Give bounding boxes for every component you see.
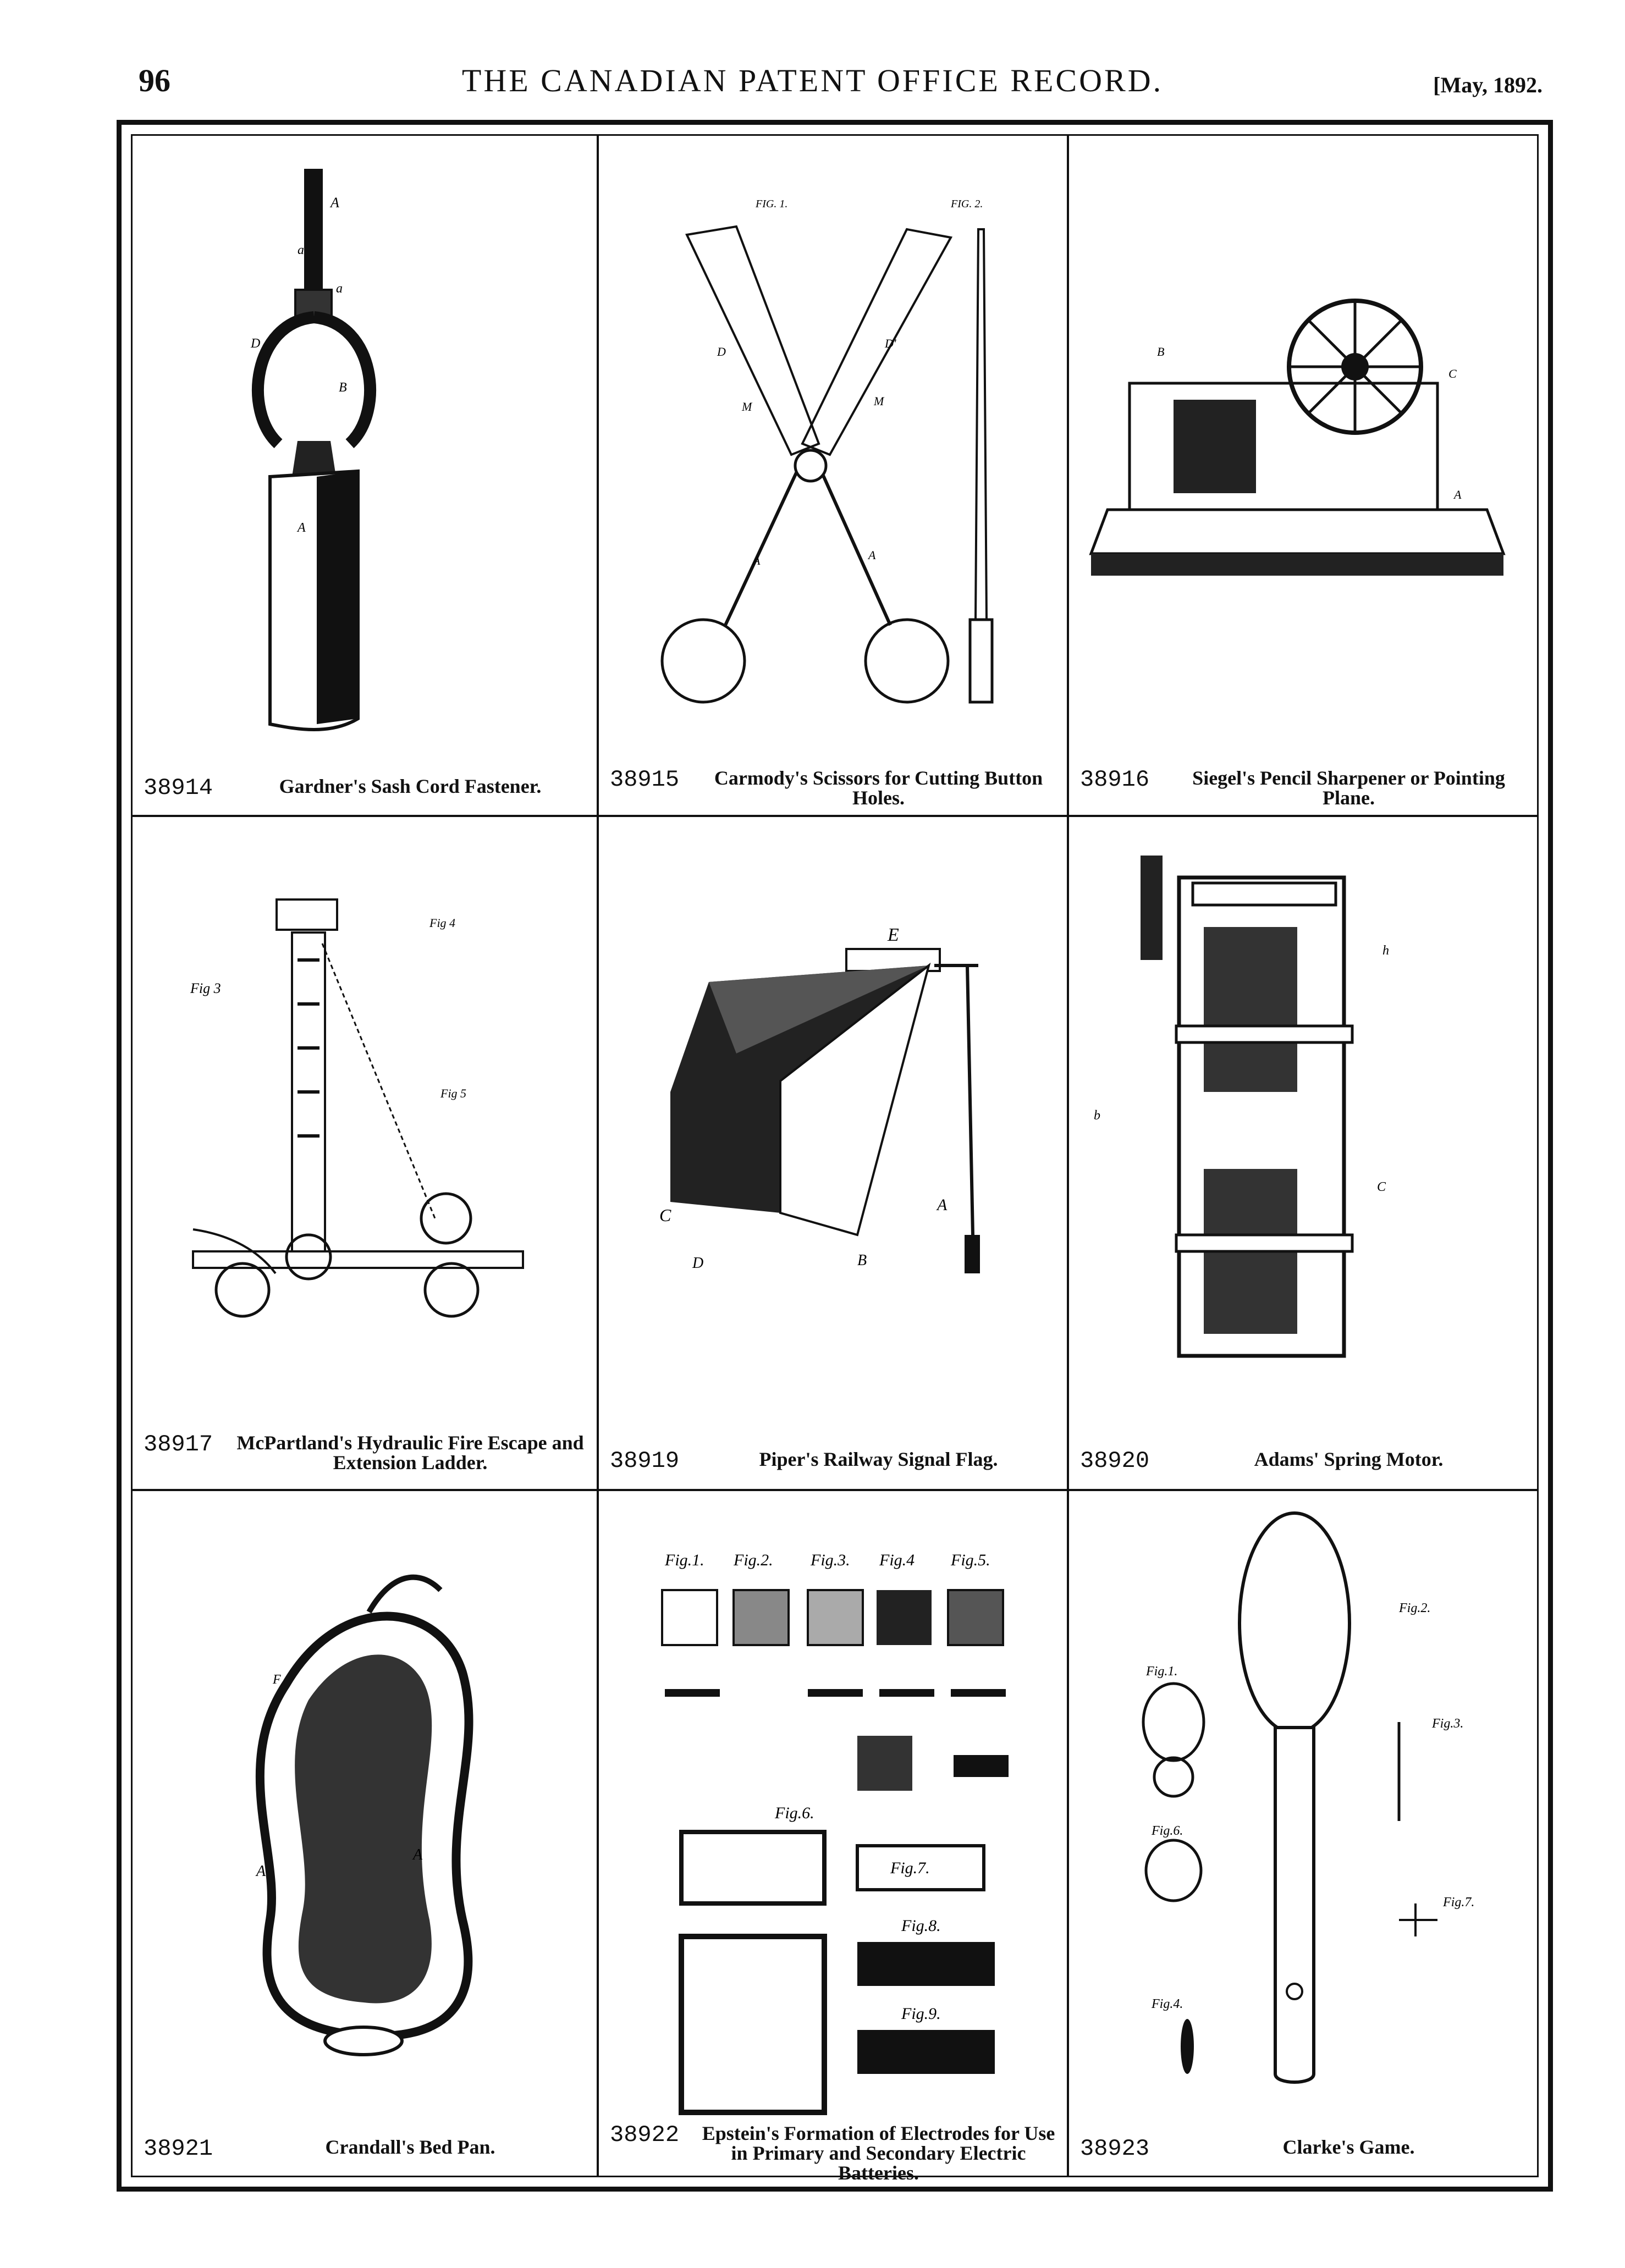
- figure-label: Fig 5: [440, 1086, 467, 1100]
- figure-label: Fig.1.: [1146, 1664, 1178, 1679]
- patent-cell: [599, 1491, 1067, 2184]
- svg-text:F: F: [273, 1673, 281, 1687]
- patent-number: 38921: [144, 2135, 213, 2162]
- patent-number: 38914: [144, 775, 213, 801]
- figure-label: FIG. 2.: [951, 198, 983, 210]
- figure-label: Fig 3: [190, 980, 221, 996]
- patent-caption: [1080, 1449, 1526, 1472]
- patent-number: 38920: [1080, 1448, 1150, 1474]
- patent-cell: [1069, 1491, 1537, 2176]
- patent-caption: [610, 768, 1056, 808]
- svg-text:A: A: [1454, 488, 1462, 501]
- pencil-sharpener-illustration: [1069, 136, 1537, 815]
- patent-title: Adams' Spring Motor.: [1254, 1448, 1444, 1470]
- patent-number: 38916: [1080, 766, 1150, 793]
- patent-title: Clarke's Game.: [1282, 2136, 1415, 2158]
- figure-label: Fig.6.: [775, 1804, 814, 1822]
- patent-caption: [144, 776, 586, 799]
- patent-caption: [610, 1449, 1056, 1472]
- patent-cell: [133, 1491, 597, 2176]
- figure-label: Fig.2.: [1399, 1601, 1431, 1615]
- figure-label: Fig.7.: [890, 1859, 930, 1877]
- bed-pan-illustration: [133, 1491, 597, 2176]
- patent-cell: [133, 817, 597, 1489]
- patent-cell: [1069, 136, 1537, 815]
- patent-caption: [1080, 2137, 1526, 2160]
- signal-flag-illustration: [599, 817, 1067, 1489]
- patent-number: 38915: [610, 766, 680, 793]
- svg-text:A: A: [330, 195, 339, 211]
- patent-number: 38923: [1080, 2135, 1150, 2162]
- figure-label: Fig.9.: [901, 2005, 941, 2023]
- svg-text:B: B: [1157, 345, 1165, 358]
- svg-text:A: A: [413, 1846, 423, 1863]
- game-illustration: [1069, 1491, 1537, 2176]
- figure-label: Fig.6.: [1152, 1824, 1183, 1838]
- figure-label: Fig.3.: [1432, 1717, 1464, 1731]
- patent-title: Siegel's Pencil Sharpener or Pointing Plane.: [1192, 767, 1505, 809]
- svg-text:C: C: [1448, 367, 1457, 380]
- scissors-illustration: [599, 136, 1067, 815]
- figure-label: Fig 4: [429, 916, 456, 930]
- patent-title: McPartland's Hydraulic Fire Escape and Extension Ladder.: [236, 1432, 584, 1474]
- patent-caption: [610, 2123, 1056, 2183]
- svg-text:h: h: [1382, 943, 1389, 958]
- figure-label: Fig.8.: [901, 1917, 941, 1935]
- svg-text:B: B: [339, 380, 347, 395]
- patent-number: 38922: [610, 2122, 680, 2148]
- svg-text:a: a: [336, 282, 343, 296]
- page-number: 96: [139, 63, 170, 98]
- patent-title: Crandall's Bed Pan.: [325, 2136, 495, 2158]
- fire-escape-ladder-illustration: [133, 817, 597, 1489]
- patent-number: 38919: [610, 1448, 680, 1474]
- figure-label: Fig.5.: [951, 1551, 990, 1569]
- patent-cell: [599, 817, 1067, 1489]
- electrodes-illustration: [599, 1491, 1067, 2176]
- patent-title: Piper's Railway Signal Flag.: [759, 1448, 998, 1470]
- sash-cord-fastener-illustration: [133, 136, 597, 815]
- svg-text:D: D: [251, 336, 261, 351]
- figure-label: Fig.2.: [734, 1551, 773, 1569]
- svg-text:A: A: [868, 548, 876, 562]
- svg-text:A: A: [937, 1196, 948, 1214]
- svg-text:E: E: [888, 925, 899, 945]
- figure-label: Fig.7.: [1443, 1895, 1475, 1910]
- patent-caption: [1080, 768, 1526, 808]
- svg-text:C: C: [659, 1205, 671, 1225]
- figure-label: Fig.1.: [665, 1551, 704, 1569]
- svg-text:M: M: [742, 400, 752, 413]
- patent-number: 38917: [144, 1431, 213, 1458]
- patent-cell: [599, 136, 1067, 815]
- svg-text:D: D: [717, 345, 726, 358]
- svg-text:b: b: [1094, 1108, 1100, 1123]
- svg-text:C: C: [1377, 1180, 1386, 1194]
- patent-title: Carmody's Scissors for Cutting Button Holes.: [714, 767, 1043, 809]
- patent-cell: [133, 136, 597, 815]
- patent-cell: [1069, 817, 1537, 1489]
- issue-date: [May, 1892.: [1433, 73, 1543, 97]
- patent-caption: [144, 2137, 586, 2160]
- page-title: THE CANADIAN PATENT OFFICE RECORD.: [461, 63, 1164, 98]
- figure-label: Fig.4: [879, 1551, 915, 1569]
- figure-label: FIG. 1.: [756, 198, 788, 210]
- svg-text:M: M: [874, 394, 884, 408]
- svg-text:A: A: [753, 554, 761, 567]
- patent-title: Epstein's Formation of Electrodes for Use in Primary and Secondary Electric Batteries.: [702, 2122, 1055, 2184]
- svg-text:a: a: [298, 243, 304, 257]
- spring-motor-illustration: [1069, 817, 1537, 1489]
- svg-text:A: A: [256, 1863, 266, 1880]
- figure-label: Fig.4.: [1152, 1997, 1183, 2011]
- svg-text:D': D': [885, 336, 896, 350]
- figure-label: Fig.3.: [811, 1551, 850, 1569]
- patent-caption: [144, 1433, 586, 1472]
- svg-text:B: B: [857, 1252, 867, 1269]
- svg-text:D: D: [692, 1255, 704, 1272]
- svg-text:A: A: [298, 521, 306, 535]
- patent-title: Gardner's Sash Cord Fastener.: [279, 775, 542, 797]
